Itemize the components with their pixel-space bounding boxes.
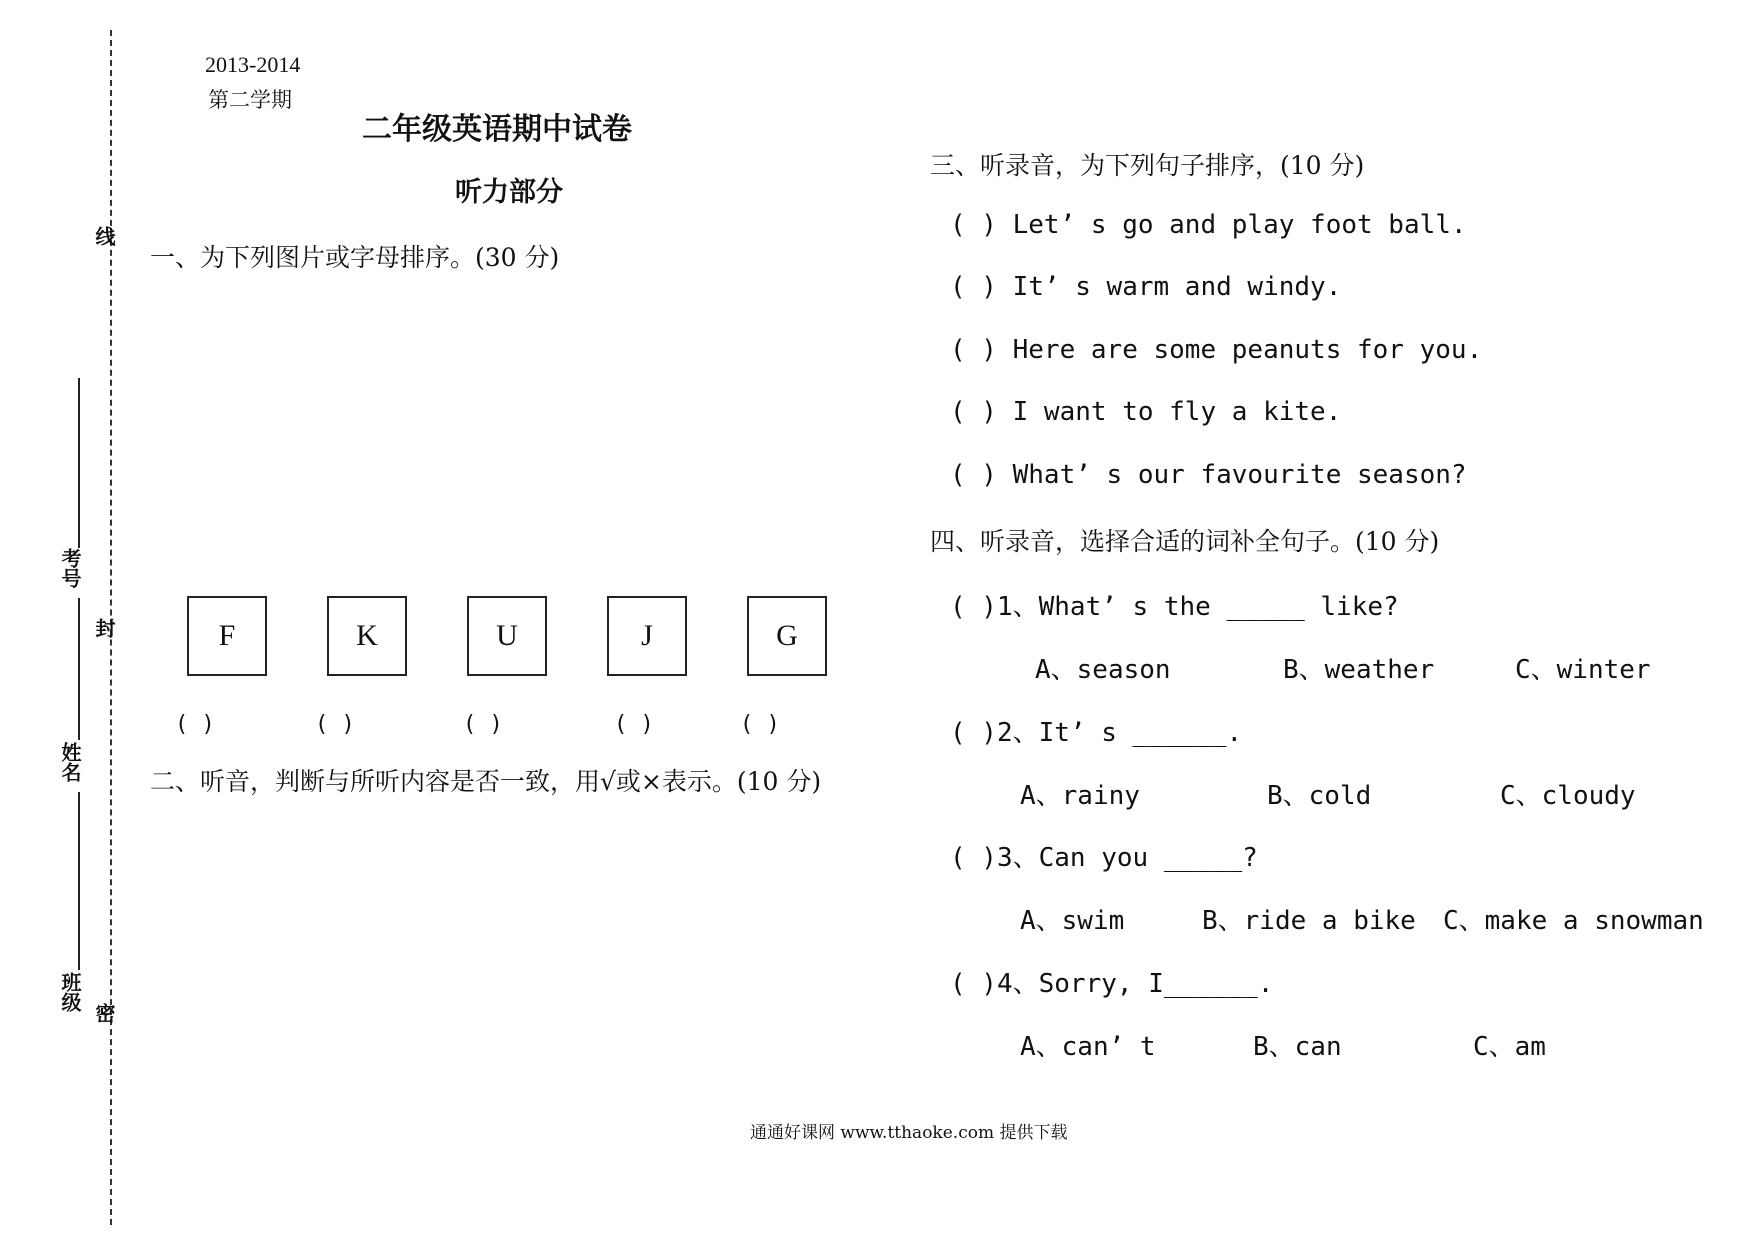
option-b: B、cold	[1267, 781, 1372, 811]
section2-heading: 二、听音，判断与所听内容是否一致，用√或×表示。(10 分)	[150, 767, 822, 796]
sentence-text: Here are some peanuts for you.	[1012, 335, 1483, 365]
letter-box: J	[607, 596, 687, 676]
answer-paren[interactable]: ( )	[175, 712, 215, 737]
option-b: B、can	[1253, 1032, 1342, 1062]
question-stem	[950, 837, 1258, 874]
question-text: 3、Can you _____?	[996, 843, 1258, 873]
option-a: A、season	[1035, 655, 1171, 685]
letter-box: K	[327, 596, 407, 676]
answer-paren[interactable]: ( )	[950, 272, 997, 302]
option-b: B、weather	[1283, 655, 1435, 685]
margin-label-xian: 线	[92, 226, 116, 246]
section3-heading: 三、听录音，为下列句子排序，(10 分)	[930, 151, 1365, 180]
option-a: A、can’ t	[1020, 1032, 1156, 1062]
section4-heading: 四、听录音，选择合适的词补全句子。(10 分)	[930, 527, 1440, 556]
margin-label-kaohao: 考号	[58, 548, 82, 588]
answer-paren[interactable]: ( )	[463, 712, 503, 737]
option-c: C、cloudy	[1500, 781, 1636, 811]
margin-label-mi: 密	[92, 1003, 116, 1023]
sentence-line	[950, 460, 1467, 490]
page-title: 二年级英语期中试卷	[362, 112, 632, 147]
school-year: 2013-2014	[205, 52, 301, 77]
margin-label-banji: 班级	[58, 972, 82, 1012]
sentence-line	[950, 397, 1341, 427]
answer-paren[interactable]: ( )	[950, 335, 997, 365]
option-b: B、ride a bike	[1202, 906, 1416, 936]
answer-paren[interactable]: ( )	[950, 718, 997, 748]
footer-credit: 通通好课网 www.tthaoke.com 提供下载	[750, 1123, 1068, 1143]
question-stem	[950, 963, 1273, 1000]
term: 第二学期	[208, 88, 292, 112]
option-c: C、winter	[1515, 655, 1651, 685]
xingming-write-line	[78, 598, 80, 740]
banji-write-line	[78, 792, 80, 970]
answer-paren[interactable]: ( )	[950, 843, 997, 873]
sentence-line	[950, 272, 1341, 302]
answer-paren[interactable]: ( )	[315, 712, 355, 737]
answer-paren[interactable]: ( )	[950, 460, 997, 490]
sentence-line	[950, 335, 1482, 365]
option-c: C、make a snowman	[1443, 906, 1704, 936]
question-text: 2、It’ s ______.	[996, 718, 1243, 748]
answer-paren[interactable]: ( )	[950, 969, 997, 999]
letter-box: G	[747, 596, 827, 676]
margin-label-feng: 封	[92, 618, 116, 638]
option-a: A、rainy	[1020, 781, 1140, 811]
section1-heading: 一、为下列图片或字母排序。(30 分)	[150, 243, 560, 272]
letter-box: F	[187, 596, 267, 676]
answer-paren[interactable]: ( )	[950, 397, 997, 427]
sentence-line	[950, 210, 1467, 240]
sentence-text: What’ s our favourite season?	[1012, 460, 1467, 490]
option-c: C、am	[1473, 1032, 1546, 1062]
sentence-text: Let’ s go and play foot ball.	[1012, 210, 1467, 240]
question-text: 1、What’ s the _____ like?	[996, 592, 1399, 622]
sentence-text: I want to fly a kite.	[1012, 397, 1342, 427]
option-a: A、swim	[1020, 906, 1125, 936]
margin-label-xingming: 姓名	[58, 742, 82, 782]
question-stem	[950, 586, 1399, 623]
question-text: 4、Sorry, I______.	[996, 969, 1274, 999]
answer-paren[interactable]: ( )	[950, 592, 997, 622]
answer-paren[interactable]: ( )	[614, 712, 654, 737]
question-stem	[950, 712, 1242, 749]
letter-box: U	[467, 596, 547, 676]
sentence-text: It’ s warm and windy.	[1012, 272, 1342, 302]
answer-paren[interactable]: ( )	[740, 712, 780, 737]
page-subtitle: 听力部分	[455, 177, 563, 208]
kaohao-write-line	[78, 378, 80, 548]
answer-paren[interactable]: ( )	[950, 210, 997, 240]
